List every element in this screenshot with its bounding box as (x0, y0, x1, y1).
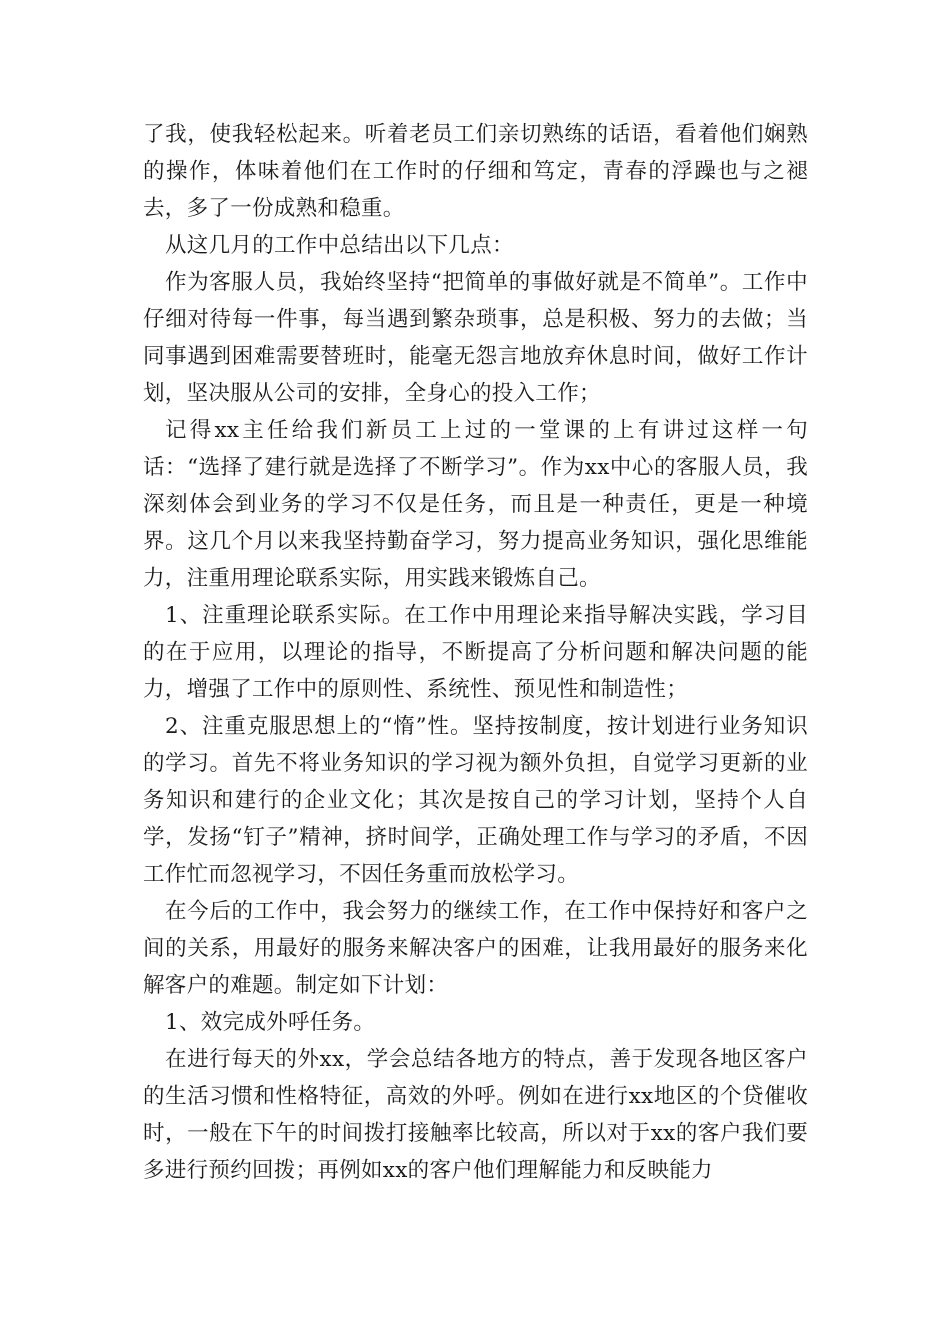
paragraph-continuation: 了我，使我轻松起来。听着老员工们亲切熟练的话语，看着他们娴熟的操作，体味着他们在工作时的仔细和笃定，青春的浮躁也与之褪去，多了一份成熟和稳重。 (143, 122, 808, 221)
paragraph-customer-service: 作为客服人员，我始终坚持“把简单的事做好就是不简单”。工作中仔细对待每一件事，每当遇到繁杂琐事，总是积极、努力的去做；当同事遇到困难需要替班时，能毫无怨言地放弃休息时间，做好工作计划，坚决服从公司的安排，全身心的投入工作； (143, 270, 808, 406)
paragraph-plan-item-1: 1、效完成外呼任务。 (165, 1010, 376, 1035)
paragraph-point-1: 1、注重理论联系实际。在工作中用理论来指导解决实践，学习目的在于应用，以理论的指导，不断提高了分析问题和解决问题的能力，增强了工作中的原则性、系统性、预见性和制造性； (143, 603, 808, 702)
paragraph-point-2: 2、注重克服思想上的“惰”性。坚持按制度，按计划进行业务知识的学习。首先不将业务知识的学习视为额外负担，自觉学习更新的业务知识和建行的企业文化；其次是按自己的学习计划，坚持个人自学，发扬“钉子”精神，挤时间学，正确处理工作与学习的矛盾，不因工作忙而忽视学习，不因任务重而放松学习。 (143, 714, 808, 887)
document-body (143, 116, 808, 1189)
paragraph-summary-intro: 从这几月的工作中总结出以下几点： (165, 233, 514, 258)
paragraph-outbound-calls: 在进行每天的外xx，学会总结各地方的特点，善于发现各地区客户的生活习惯和性格特征，高效的外呼。例如在进行xx地区的个贷催收时，一般在下午的时间拨打接触率比较高，所以对于xx的客户我们要多进行预约回拨；再例如xx的客户他们理解能力和反映能力 (143, 1047, 808, 1183)
paragraph-learning: 记得xx主任给我们新员工上过的一堂课的上有讲过这样一句话：“选择了建行就是选择了不断学习”。作为xx中心的客服人员，我深刻体会到业务的学习不仅是任务，而且是一种责任，更是一种境界。这几个月以来我坚持勤奋学习，努力提高业务知识，强化思维能力，注重用理论联系实际，用实践来锻炼自己。 (143, 418, 808, 591)
paragraph-future-plan: 在今后的工作中，我会努力的继续工作，在工作中保持好和客户之间的关系，用最好的服务来解决客户的困难，让我用最好的服务来化解客户的难题。制定如下计划： (143, 899, 808, 998)
